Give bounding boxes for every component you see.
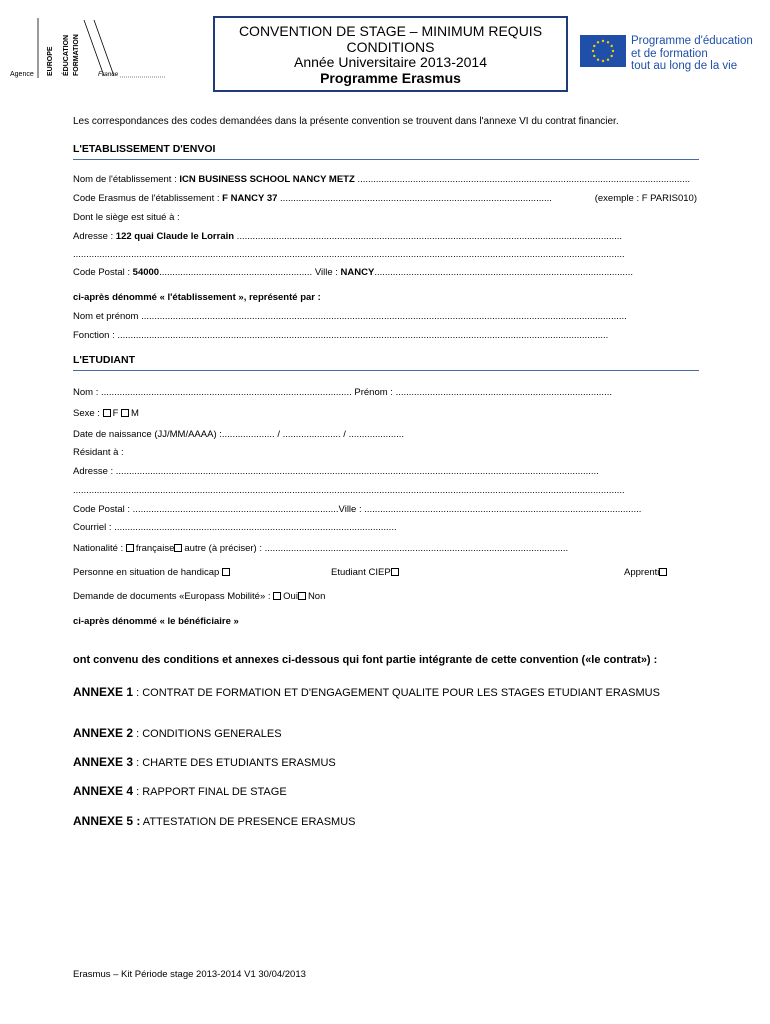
field-rep-name[interactable]: Nom et prénom ........................................................................................................................................................................................	[73, 311, 627, 322]
title-line-4: Programme Erasmus	[320, 69, 461, 86]
annex-1-number: ANNEXE 1	[73, 685, 134, 699]
annex-3	[73, 756, 673, 770]
nationality-french-checkbox[interactable]	[126, 544, 134, 552]
sex-label: Sexe :	[73, 408, 103, 419]
field-student-address[interactable]: Adresse : .......................................................................................................................................................................................	[73, 466, 599, 477]
ciep-label: Etudiant CIEP	[331, 567, 391, 578]
annex-2-text: : CONDITIONS GENERALES	[133, 728, 282, 740]
annex-3-text: : CHARTE DES ETUDIANTS ERASMUS	[133, 757, 336, 769]
logo-agence: Agence	[10, 71, 34, 78]
student-address-label: Adresse :	[73, 466, 116, 477]
seat-label: Dont le siège est situé à :	[73, 212, 180, 223]
eu-program-line-2: et de formation	[631, 47, 708, 60]
annex-3-number: ANNEXE 3	[73, 755, 134, 769]
annex-5	[73, 815, 673, 829]
field-student-dob[interactable]: Date de naissance (JJ/MM/AAAA) :.................... / ...................... / .....................	[73, 429, 405, 440]
eu-program-line-1: Programme d'éducation	[631, 35, 753, 47]
title-line-3: Année Universitaire 2013-2014	[293, 54, 487, 70]
europass-no-checkbox[interactable]	[298, 592, 306, 600]
annex-2	[73, 727, 673, 741]
field-student-postal-city[interactable]: Code Postal : ..............................................................................Ville : .........................................................................................................	[73, 504, 642, 515]
institution-name-label: Nom de l'établissement :	[73, 174, 180, 185]
student-email-label: Courriel :	[73, 522, 115, 533]
erasmus-code-label: Code Erasmus de l'établissement :	[73, 193, 223, 204]
europass-yes-checkbox[interactable]	[273, 592, 281, 600]
agreement-statement: ont convenu des conditions et annexes ci-dessous qui font partie intégrante de cette convention («le contrat») :	[73, 654, 658, 666]
annex-2-number: ANNEXE 2	[73, 726, 134, 740]
logo-france: France	[98, 71, 119, 78]
student-postal-label: Code Postal :	[73, 504, 133, 515]
annex-5-text: ATTESTATION DE PRESENCE ERASMUS	[140, 816, 356, 828]
europass-label: Demande de documents «Europass Mobilité» :	[73, 591, 274, 602]
annex-1	[73, 686, 673, 700]
annex-1-text: : CONTRAT DE FORMATION ET D'ENGAGEMENT QUALITE POUR LES STAGES ETUDIANT ERASMUS	[133, 687, 660, 699]
beneficiary-note: ci-après dénommé « le bénéficiaire »	[73, 616, 239, 627]
field-institution-postal-city[interactable]: Code Postal : 54000.......................................................... Ville : NANCY..................................................................................................	[73, 267, 633, 278]
rep-name-label: Nom et prénom	[73, 311, 142, 322]
institution-city-value: NANCY	[340, 267, 375, 278]
handicap-checkbox[interactable]	[222, 568, 230, 576]
handicap-label: Personne en situation de handicap	[73, 567, 222, 578]
ciep-checkbox[interactable]	[391, 568, 399, 576]
erasmus-code-value: F NANCY 37	[222, 193, 278, 204]
annex-4	[73, 785, 673, 799]
rep-function-label: Fonction :	[73, 330, 118, 341]
apprenti-checkbox[interactable]	[659, 568, 667, 576]
erasmus-code-example: (exemple : F PARIS010)	[592, 193, 697, 204]
apprenti-label: Apprenti	[624, 567, 660, 578]
field-student-status	[73, 567, 699, 578]
intro-text: Les correspondances des codes demandées dans la présente convention se trouvent dans l'annexe VI du contrat financier.	[73, 116, 619, 127]
sex-m-label: M	[131, 408, 139, 419]
annex-5-number: ANNEXE 5 :	[73, 814, 141, 828]
annex-4-text: : RAPPORT FINAL DE STAGE	[133, 786, 287, 798]
nationality-label: Nationalité :	[73, 543, 126, 554]
logo-education: ÉDUCATION	[63, 34, 70, 76]
sex-f-checkbox[interactable]	[103, 409, 111, 417]
field-institution-address[interactable]: Adresse : 122 quai Claude le Lorrain ..................................................................................................................................................	[73, 231, 623, 242]
field-student-name[interactable]: Nom : ............................................................................................... Prénom : ..................................................................................	[73, 387, 612, 398]
field-institution-address-2[interactable]: .................................................................................................................................................................................................................	[73, 249, 625, 260]
student-lastname-label: Nom :	[73, 387, 101, 398]
field-europass	[73, 591, 699, 602]
sex-m-checkbox[interactable]	[121, 409, 129, 417]
field-rep-function[interactable]: Fonction : ..........................................................................................................................................................................................	[73, 330, 609, 341]
annex-4-number: ANNEXE 4	[73, 784, 134, 798]
field-institution-name[interactable]: Nom de l'établissement : ICN BUSINESS SCHOOL NANCY METZ ..............................................................................................................................	[73, 174, 691, 185]
footer-text: Erasmus – Kit Période stage 2013-2014 V1 30/04/2013	[73, 969, 306, 980]
document-title-box	[213, 16, 568, 92]
eu-program-line-3: tout au long de la vie	[631, 60, 738, 72]
field-student-sex	[73, 408, 699, 419]
title-line-1: CONVENTION DE STAGE – MINIMUM REQUIS	[238, 23, 543, 39]
eu-program-label	[631, 35, 770, 73]
institution-name-value: ICN BUSINESS SCHOOL NANCY METZ	[179, 174, 355, 185]
institution-postal-label: Code Postal :	[73, 267, 133, 278]
nationality-other-checkbox[interactable]	[174, 544, 182, 552]
field-student-email[interactable]: Courriel : ...........................................................................................................	[73, 522, 397, 533]
resident-label: Résidant à :	[73, 447, 124, 458]
nationality-french-label: française	[135, 543, 175, 554]
field-erasmus-code[interactable]: Code Erasmus de l'établissement : F NANCY 37 ....................................................................................................... (exemple : F PARIS010)	[73, 193, 697, 204]
student-city-label: Ville :	[338, 504, 365, 515]
eu-flag-icon	[580, 35, 626, 67]
institution-city-label: Ville :	[314, 267, 341, 278]
dob-label: Date de naissance (JJ/MM/AAAA) :	[73, 429, 222, 440]
europass-yes-label: Oui	[283, 591, 298, 602]
section-heading-institution: L'ETABLISSEMENT D'ENVOI	[73, 143, 699, 160]
europass-no-label: Non	[307, 591, 326, 602]
sex-f-label: F	[112, 408, 119, 419]
nationality-other-label: autre (à préciser) :	[184, 543, 265, 554]
institution-address-label: Adresse :	[73, 231, 116, 242]
logo-europe: EUROPE	[47, 46, 54, 76]
title-line-2: CONDITIONS	[346, 38, 435, 55]
field-student-nationality: Nationalité : française autre (à préciser) : ...................................................................................................................	[73, 543, 569, 554]
section-heading-student: L'ETUDIANT	[73, 354, 699, 371]
agency-logo	[8, 18, 168, 82]
institution-address-value: 122 quai Claude le Lorrain	[115, 231, 235, 242]
logo-formation: FORMATION	[73, 34, 80, 76]
student-firstname-label: Prénom :	[354, 387, 396, 398]
institution-postal-value: 54000	[132, 267, 160, 278]
field-student-address-2[interactable]: .................................................................................................................................................................................................................	[73, 485, 625, 496]
institution-represented-by: ci-après dénommé « l'établissement », représenté par :	[73, 292, 321, 303]
